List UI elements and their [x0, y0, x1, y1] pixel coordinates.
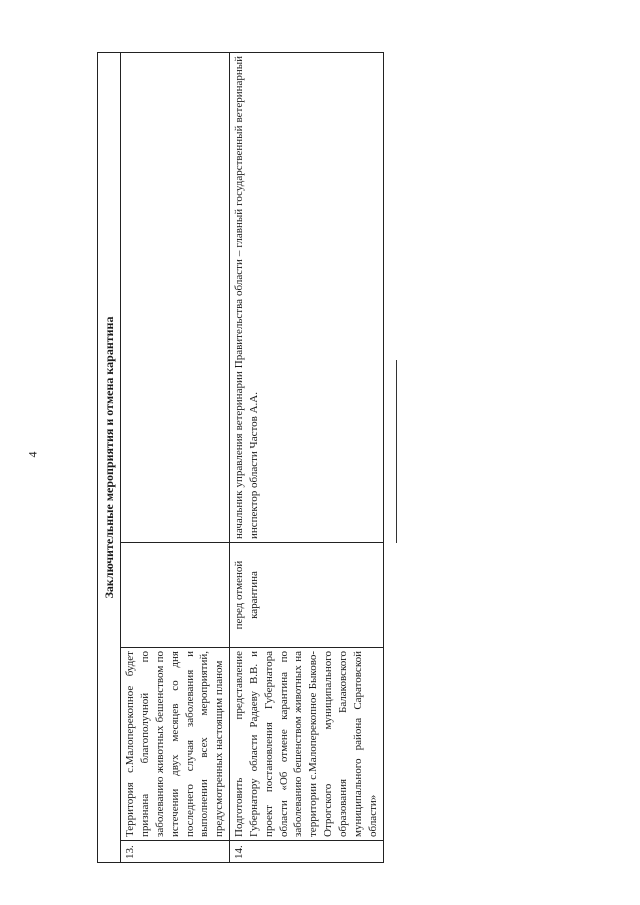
- measure-text: Подготовить представление Губернатору области Радаеву В.В. и проект постановления Губернатора области «Об отмене карантина по заболеванию бешенством животных на территории с.Малоперекопное Быково-Отрогского муниципального образования Балаковского муниципального района Саратовской области»: [230, 648, 383, 841]
- row-number: 13.: [121, 841, 230, 863]
- page-number: 4: [25, 451, 40, 458]
- signature-line: [396, 360, 397, 543]
- table-row: [121, 52, 230, 862]
- responsible-cell: начальник управления ветеринарии Правительства области – главный государственный ветеринарный инспектор области Частов А.А.: [230, 52, 383, 542]
- responsible-cell: [121, 52, 230, 542]
- table-row: [230, 52, 383, 862]
- section-header-row: [98, 52, 121, 862]
- measures-table: [97, 52, 384, 863]
- section-title: Заключительные мероприятия и отмена карантина: [98, 52, 121, 862]
- measure-text: Территория с.Малоперекопное будет признана благополучной по заболеванию животных бешенством по истечении двух месяцев со дня последнего случая заболевания и выполнении всех мероприятий, предусмотренных настоящим планом: [121, 648, 230, 841]
- term-cell: [121, 543, 230, 648]
- row-number: 14.: [230, 841, 383, 863]
- term-cell: перед отменой карантина: [230, 543, 383, 648]
- rotated-table-container: [97, 53, 379, 863]
